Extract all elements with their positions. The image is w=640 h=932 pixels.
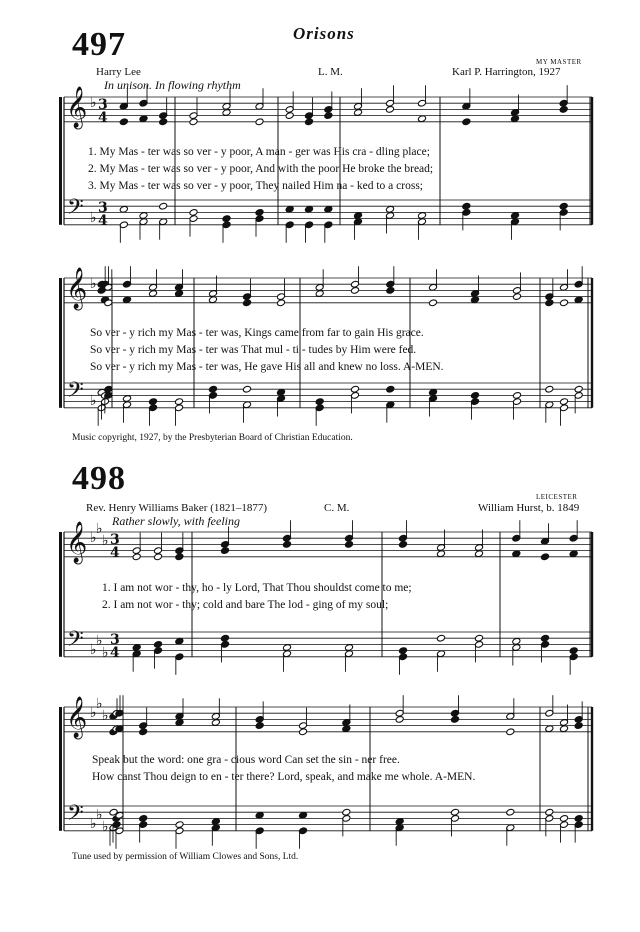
note-head <box>342 808 351 816</box>
note-head <box>399 541 408 549</box>
note-head <box>209 385 218 393</box>
note-head <box>345 644 354 652</box>
lyric-line: 1. My Mas - ter was so ver - y poor, A man - ger was His cra - dling place; <box>88 146 430 158</box>
key-signature: ♭ <box>96 633 103 649</box>
key-signature: ♭ <box>90 705 97 721</box>
note-head <box>354 109 363 117</box>
lyric-line: 3. My Mas - ter was so ver - y poor, They nailed Him na - ked to a cross; <box>88 180 423 192</box>
note-head <box>211 818 220 826</box>
note-head <box>429 388 438 396</box>
note-head <box>119 205 128 213</box>
lyric-line: Speak but the word: one gra - cious word Can set the sin - ner free. <box>92 754 400 766</box>
note-head <box>506 808 515 816</box>
note-head <box>559 106 568 114</box>
note-head <box>299 811 308 819</box>
key-signature: ♭ <box>90 816 97 832</box>
hymn-meter: C. M. <box>324 502 350 514</box>
key-signature: ♭ <box>90 276 97 292</box>
note-head <box>354 212 363 220</box>
note-head <box>569 550 578 558</box>
tempo-direction: In unison. In flowing rhythm <box>104 78 241 92</box>
copyright-note: Tune used by permission of William Clowes and Sons, Ltd. <box>72 852 299 862</box>
time-signature: 4 <box>98 213 108 229</box>
note-head <box>574 296 583 304</box>
note-head <box>283 541 292 549</box>
note-head <box>123 296 132 304</box>
system-brace <box>59 532 62 657</box>
note-head <box>243 385 252 393</box>
key-signature: ♭ <box>102 708 109 724</box>
key-signature: ♭ <box>102 533 109 549</box>
note-head <box>395 818 404 826</box>
tempo-direction: Rather slowly, with feeling <box>112 514 240 528</box>
note-head <box>255 722 264 730</box>
time-signature: 3 <box>110 632 120 648</box>
note-head <box>471 296 480 304</box>
hymn-author: Harry Lee <box>96 66 141 78</box>
note-head <box>559 202 568 210</box>
note-head <box>132 644 141 652</box>
note-head <box>418 212 427 220</box>
note-head <box>351 385 360 393</box>
note-head <box>175 637 184 645</box>
note-head <box>462 118 471 126</box>
note-head <box>506 728 515 736</box>
note-head <box>221 634 230 642</box>
note-head <box>462 202 471 210</box>
note-head <box>545 725 554 733</box>
note-head <box>324 112 333 120</box>
note-head <box>569 647 578 655</box>
note-head <box>211 719 220 727</box>
note-head <box>209 296 218 304</box>
key-signature: ♭ <box>90 530 97 546</box>
note-head <box>560 725 569 733</box>
lyric-line: How canst Thou deign to en - ter there? Lord, speak, and make me whole. A-MEN. <box>92 771 476 783</box>
note-head <box>513 293 522 301</box>
note-head <box>315 398 324 406</box>
note-head <box>139 115 148 123</box>
note-head <box>386 385 395 393</box>
note-head <box>342 725 351 733</box>
note-head <box>154 553 163 561</box>
copyright-note: Music copyright, 1927, by the Presbyterian Board of Christian Education. <box>72 433 353 443</box>
lyric-line: 2. My Mas - ter was so ver - y poor, And with the poor He broke the bread; <box>88 163 434 175</box>
note-head <box>399 647 408 655</box>
time-signature: 4 <box>110 645 120 661</box>
time-signature: 4 <box>110 545 120 561</box>
note-head <box>545 808 554 816</box>
tune-name: LEICESTER <box>536 493 578 501</box>
note-head <box>475 634 484 642</box>
note-head <box>221 547 230 555</box>
note-head <box>277 299 286 307</box>
note-head <box>305 205 314 213</box>
note-head <box>283 644 292 652</box>
key-signature: ♭ <box>96 521 103 537</box>
note-head <box>299 728 308 736</box>
note-head <box>189 118 198 126</box>
note-head <box>386 205 395 213</box>
system-brace <box>59 97 62 225</box>
bass-clef: 𝄢 <box>67 195 84 225</box>
note-head <box>345 541 354 549</box>
note-head <box>315 290 324 298</box>
key-signature: ♭ <box>102 819 109 835</box>
key-signature: ♭ <box>90 210 97 226</box>
note-head <box>175 398 184 406</box>
note-head <box>139 728 148 736</box>
note-head <box>149 398 158 406</box>
lyric-line: So ver - y rich my Mas - ter was, He gave His all and knew no loss. A-MEN. <box>90 361 444 373</box>
note-head <box>418 115 427 123</box>
note-head <box>574 385 583 393</box>
note-head <box>139 212 148 220</box>
treble-clef: 𝄞 <box>66 87 88 128</box>
note-head <box>437 634 446 642</box>
key-signature: ♭ <box>102 645 109 661</box>
hymn-meter: L. M. <box>318 66 343 78</box>
note-head <box>175 553 184 561</box>
note-head <box>154 641 163 649</box>
note-head <box>512 550 521 558</box>
lyric-line: So ver - y rich my Mas - ter was, Kings came from far to gain His grace. <box>90 327 424 339</box>
note-head <box>139 815 148 823</box>
note-head <box>451 716 460 724</box>
note-head <box>222 109 231 117</box>
note-head <box>132 553 141 561</box>
note-head <box>159 118 168 126</box>
note-head <box>159 202 168 210</box>
time-signature: 3 <box>98 200 108 216</box>
note-head <box>395 716 404 724</box>
note-head <box>429 299 438 307</box>
treble-clef: 𝄞 <box>66 268 88 309</box>
key-signature: ♭ <box>90 642 97 658</box>
note-head <box>386 106 395 114</box>
key-signature: ♭ <box>90 393 97 409</box>
note-head <box>175 719 184 727</box>
key-signature: ♭ <box>96 696 103 712</box>
note-head <box>386 287 395 295</box>
hymn-number: 498 <box>72 460 126 497</box>
note-head <box>285 205 294 213</box>
section-title: Orisons <box>293 24 355 43</box>
note-head <box>513 392 522 400</box>
system-brace <box>59 278 62 408</box>
note-head <box>560 299 569 307</box>
hymn-composer: Karl P. Harrington, 1927 <box>452 66 561 78</box>
note-head <box>451 808 460 816</box>
note-head <box>324 205 333 213</box>
bass-clef: 𝄢 <box>67 627 84 657</box>
hymn-author: Rev. Henry Williams Baker (1821–1877) <box>86 502 268 514</box>
note-head <box>545 299 554 307</box>
note-head <box>285 112 294 120</box>
note-head <box>351 287 360 295</box>
note-head <box>119 118 128 126</box>
treble-clef: 𝄞 <box>66 522 88 563</box>
note-head <box>560 398 569 406</box>
note-head <box>545 385 554 393</box>
note-head <box>189 209 198 217</box>
tune-name: MY MASTER <box>536 58 582 66</box>
note-head <box>475 550 484 558</box>
note-head <box>305 118 314 126</box>
note-head <box>277 388 286 396</box>
note-head <box>175 290 184 298</box>
note-head <box>471 392 480 400</box>
note-head <box>574 815 583 823</box>
treble-clef: 𝄞 <box>66 697 88 738</box>
note-head <box>175 821 184 829</box>
note-head <box>222 215 231 223</box>
note-head <box>123 395 132 403</box>
time-signature: 3 <box>98 97 108 113</box>
bass-clef: 𝄢 <box>67 378 84 408</box>
note-head <box>255 118 264 126</box>
note-head <box>511 115 520 123</box>
note-head <box>511 212 520 220</box>
note-head <box>541 553 550 561</box>
hymn-composer: William Hurst, b. 1849 <box>478 502 580 514</box>
lyric-line: 1. I am not wor - thy, ho - ly Lord, That Thou shouldst come to me; <box>102 582 412 594</box>
bass-clef: 𝄢 <box>67 801 84 831</box>
note-head <box>437 550 446 558</box>
note-head <box>512 637 521 645</box>
time-signature: 4 <box>98 110 108 126</box>
key-signature: ♭ <box>90 95 97 111</box>
note-head <box>243 299 252 307</box>
note-head <box>541 634 550 642</box>
lyric-line: So ver - y rich my Mas - ter was That mul - ti - tudes by Him were fed. <box>90 344 417 356</box>
time-signature: 3 <box>110 532 120 548</box>
note-head <box>104 385 113 393</box>
lyric-line: 2. I am not wor - thy; cold and bare The lod - ging of my soul; <box>102 599 389 611</box>
hymn-number: 497 <box>72 26 126 63</box>
note-head <box>149 290 158 298</box>
note-head <box>255 209 264 217</box>
key-signature: ♭ <box>96 807 103 823</box>
note-head <box>255 811 264 819</box>
note-head <box>560 815 569 823</box>
system-brace <box>59 707 62 831</box>
note-head <box>574 722 583 730</box>
